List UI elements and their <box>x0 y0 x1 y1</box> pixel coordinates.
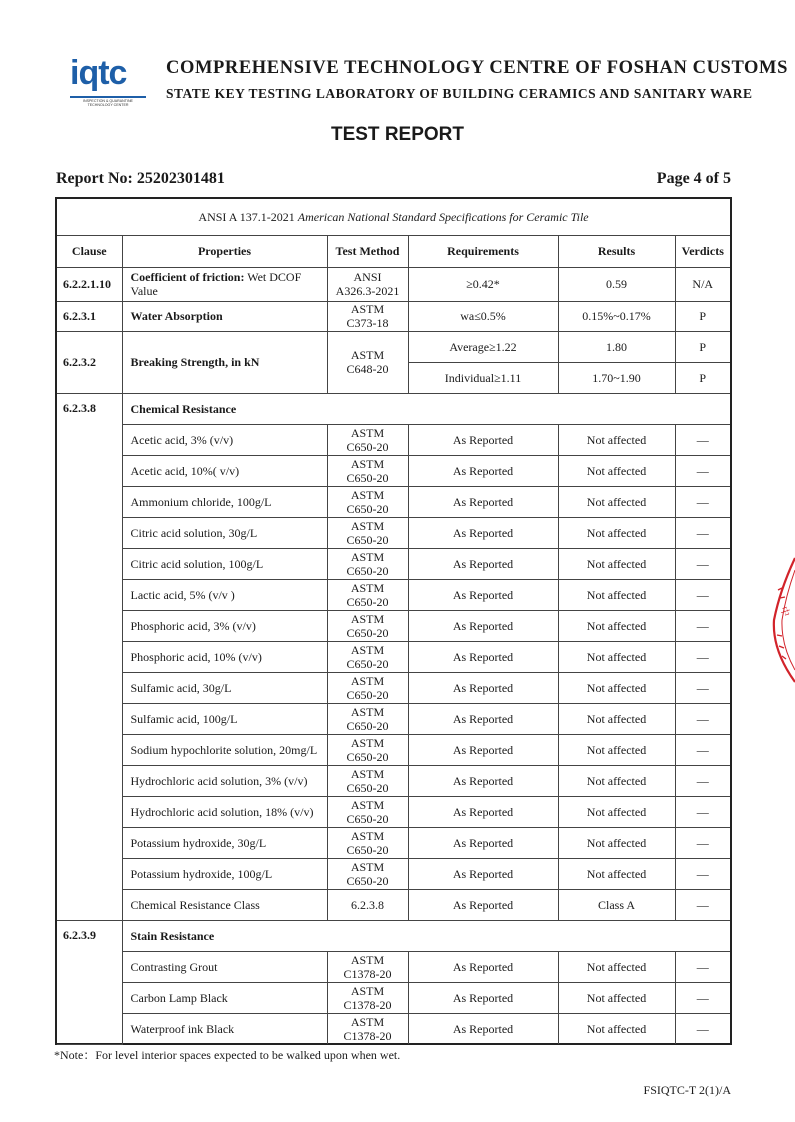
property: Potassium hydroxide, 30g/L <box>122 827 327 858</box>
test-method: ASTM C650-20 <box>327 641 408 672</box>
clause: 6.2.3.1 <box>57 301 122 331</box>
verdict: — <box>675 641 730 672</box>
col-properties: Properties <box>122 235 327 267</box>
clause: 6.2.2.1.10 <box>57 267 122 301</box>
requirement: As Reported <box>408 734 558 765</box>
requirement: As Reported <box>408 517 558 548</box>
table-row <box>57 796 730 827</box>
test-method: ASTM C650-20 <box>327 796 408 827</box>
test-method: ASTM C650-20 <box>327 610 408 641</box>
result: Not affected <box>558 486 675 517</box>
result: Not affected <box>558 579 675 610</box>
verdict: — <box>675 517 730 548</box>
verdict: — <box>675 1013 730 1044</box>
property: Ammonium chloride, 100g/L <box>122 486 327 517</box>
table-row <box>57 331 730 362</box>
report-number: Report No: 25202301481 <box>56 170 225 187</box>
requirement: wa≤0.5% <box>408 301 558 331</box>
verdict: P <box>675 362 730 393</box>
report-header <box>62 54 788 110</box>
test-method: ASTM C650-20 <box>327 486 408 517</box>
test-method: ASTM C650-20 <box>327 827 408 858</box>
column-header-row <box>57 235 730 267</box>
table-row <box>57 1013 730 1044</box>
verdict: — <box>675 951 730 982</box>
property: Coefficient of friction: Wet DCOF Value <box>122 267 327 301</box>
property: Chemical Resistance Class <box>122 889 327 920</box>
result: Not affected <box>558 951 675 982</box>
official-seal-fragment <box>762 550 795 690</box>
table-row <box>57 827 730 858</box>
page-number: Page 4 of 5 <box>656 170 731 187</box>
requirement: As Reported <box>408 858 558 889</box>
property: Acetic acid, 10%( v/v) <box>122 455 327 486</box>
result: Not affected <box>558 796 675 827</box>
test-method: ASTM C650-20 <box>327 672 408 703</box>
result: Not affected <box>558 765 675 796</box>
requirement: Average≥1.22 <box>408 331 558 362</box>
requirement: As Reported <box>408 486 558 517</box>
requirement: As Reported <box>408 796 558 827</box>
result: Not affected <box>558 424 675 455</box>
requirement: As Reported <box>408 641 558 672</box>
result: Not affected <box>558 672 675 703</box>
lab-name: COMPREHENSIVE TECHNOLOGY CENTRE OF FOSHAN CUSTOMS <box>166 58 788 78</box>
test-method: ASTM C650-20 <box>327 765 408 796</box>
property: Hydrochloric acid solution, 3% (v/v) <box>122 765 327 796</box>
test-method: ASTM C373-18 <box>327 301 408 331</box>
requirement: As Reported <box>408 424 558 455</box>
table-row <box>57 301 730 331</box>
table-row <box>57 858 730 889</box>
col-results: Results <box>558 235 675 267</box>
table-row <box>57 486 730 517</box>
section-title: Stain Resistance <box>122 920 730 951</box>
table-row <box>57 951 730 982</box>
result: Not affected <box>558 827 675 858</box>
test-method: ASTM C650-20 <box>327 424 408 455</box>
verdict: — <box>675 610 730 641</box>
result: 1.80 <box>558 331 675 362</box>
verdict: N/A <box>675 267 730 301</box>
verdict: P <box>675 301 730 331</box>
table-row <box>57 641 730 672</box>
property: Sulfamic acid, 100g/L <box>122 703 327 734</box>
verdict: — <box>675 672 730 703</box>
verdict: — <box>675 827 730 858</box>
form-code: FSIQTC-T 2(1)/A <box>643 1083 731 1097</box>
table-row <box>57 267 730 301</box>
requirement: As Reported <box>408 889 558 920</box>
result: 0.15%~0.17% <box>558 301 675 331</box>
verdict: — <box>675 455 730 486</box>
test-method: ASTM C1378-20 <box>327 1013 408 1044</box>
property: Hydrochloric acid solution, 18% (v/v) <box>122 796 327 827</box>
verdict: — <box>675 424 730 455</box>
test-method: ASTM C650-20 <box>327 517 408 548</box>
table-row <box>57 703 730 734</box>
table-row <box>57 455 730 486</box>
requirement: As Reported <box>408 548 558 579</box>
results-table-frame <box>55 197 732 1045</box>
property: Contrasting Grout <box>122 951 327 982</box>
table-row <box>57 548 730 579</box>
results-table <box>57 199 730 1045</box>
verdict: — <box>675 548 730 579</box>
property: Phosphoric acid, 3% (v/v) <box>122 610 327 641</box>
property: Acetic acid, 3% (v/v) <box>122 424 327 455</box>
verdict: — <box>675 703 730 734</box>
verdict: — <box>675 765 730 796</box>
result: Not affected <box>558 517 675 548</box>
requirement: As Reported <box>408 982 558 1013</box>
result: Not affected <box>558 641 675 672</box>
requirement: As Reported <box>408 672 558 703</box>
property: Citric acid solution, 100g/L <box>122 548 327 579</box>
table-row <box>57 424 730 455</box>
col-test-method: Test Method <box>327 235 408 267</box>
test-method: ASTM C650-20 <box>327 703 408 734</box>
result: Not affected <box>558 858 675 889</box>
verdict: — <box>675 858 730 889</box>
result: Not affected <box>558 610 675 641</box>
table-row <box>57 610 730 641</box>
property: Sodium hypochlorite solution, 20mg/L <box>122 734 327 765</box>
result: Not affected <box>558 734 675 765</box>
result: 0.59 <box>558 267 675 301</box>
test-method: ASTM C1378-20 <box>327 982 408 1013</box>
section-row-chemical <box>57 393 730 424</box>
clause: 6.2.3.2 <box>57 331 122 393</box>
lab-subtitle: STATE KEY TESTING LABORATORY OF BUILDING CERAMICS AND SANITARY WARE <box>166 86 753 101</box>
col-clause: Clause <box>57 235 122 267</box>
verdict: — <box>675 889 730 920</box>
clause: 6.2.3.8 <box>57 393 122 920</box>
requirement: As Reported <box>408 827 558 858</box>
property: Potassium hydroxide, 100g/L <box>122 858 327 889</box>
table-row <box>57 517 730 548</box>
property: Citric acid solution, 30g/L <box>122 517 327 548</box>
test-method: ASTM C1378-20 <box>327 951 408 982</box>
property: Breaking Strength, in kN <box>122 331 327 393</box>
test-method: 6.2.3.8 <box>327 889 408 920</box>
requirement: As Reported <box>408 703 558 734</box>
verdict: — <box>675 734 730 765</box>
col-requirements: Requirements <box>408 235 558 267</box>
requirement: As Reported <box>408 455 558 486</box>
table-row <box>57 579 730 610</box>
verdict: — <box>675 982 730 1013</box>
requirement: As Reported <box>408 951 558 982</box>
test-method: ASTM C650-20 <box>327 455 408 486</box>
result: Not affected <box>558 1013 675 1044</box>
test-method: ASTM C650-20 <box>327 548 408 579</box>
property: Phosphoric acid, 10% (v/v) <box>122 641 327 672</box>
section-row-stain <box>57 920 730 951</box>
verdict: P <box>675 331 730 362</box>
test-method: ASTM C650-20 <box>327 579 408 610</box>
standard-row: ANSI A 137.1-2021 American National Standard Specifications for Ceramic Tile <box>57 199 730 235</box>
property: Sulfamic acid, 30g/L <box>122 672 327 703</box>
test-method: ASTM C650-20 <box>327 734 408 765</box>
property: Water Absorption <box>122 301 327 331</box>
result: Not affected <box>558 703 675 734</box>
requirement: As Reported <box>408 579 558 610</box>
property: Lactic acid, 5% (v/v ) <box>122 579 327 610</box>
table-row <box>57 889 730 920</box>
section-title: Chemical Resistance <box>122 393 730 424</box>
test-method: ANSI A326.3-2021 <box>327 267 408 301</box>
verdict: — <box>675 486 730 517</box>
table-row <box>57 982 730 1013</box>
requirement: As Reported <box>408 610 558 641</box>
requirement: As Reported <box>408 1013 558 1044</box>
requirement: Individual≥1.11 <box>408 362 558 393</box>
requirement: ≥0.42* <box>408 267 558 301</box>
col-verdicts: Verdicts <box>675 235 730 267</box>
clause: 6.2.3.9 <box>57 920 122 1044</box>
footnote: *Note：For level interior spaces expected to be walked upon when wet. <box>54 1048 401 1062</box>
property: Waterproof ink Black <box>122 1013 327 1044</box>
test-method: ASTM C650-20 <box>327 858 408 889</box>
result: Not affected <box>558 982 675 1013</box>
iqtc-logo: iqtc INSPECTION & QUARANTINE TECHNOLOGY CENTER <box>70 58 146 110</box>
requirement: As Reported <box>408 765 558 796</box>
svg-text:中: 中 <box>777 605 791 619</box>
report-title: TEST REPORT <box>330 124 464 145</box>
table-row <box>57 672 730 703</box>
verdict: — <box>675 796 730 827</box>
result: Class A <box>558 889 675 920</box>
verdict: — <box>675 579 730 610</box>
table-row <box>57 765 730 796</box>
result: 1.70~1.90 <box>558 362 675 393</box>
table-row <box>57 734 730 765</box>
result: Not affected <box>558 455 675 486</box>
test-method: ASTM C648-20 <box>327 331 408 393</box>
property: Carbon Lamp Black <box>122 982 327 1013</box>
result: Not affected <box>558 548 675 579</box>
